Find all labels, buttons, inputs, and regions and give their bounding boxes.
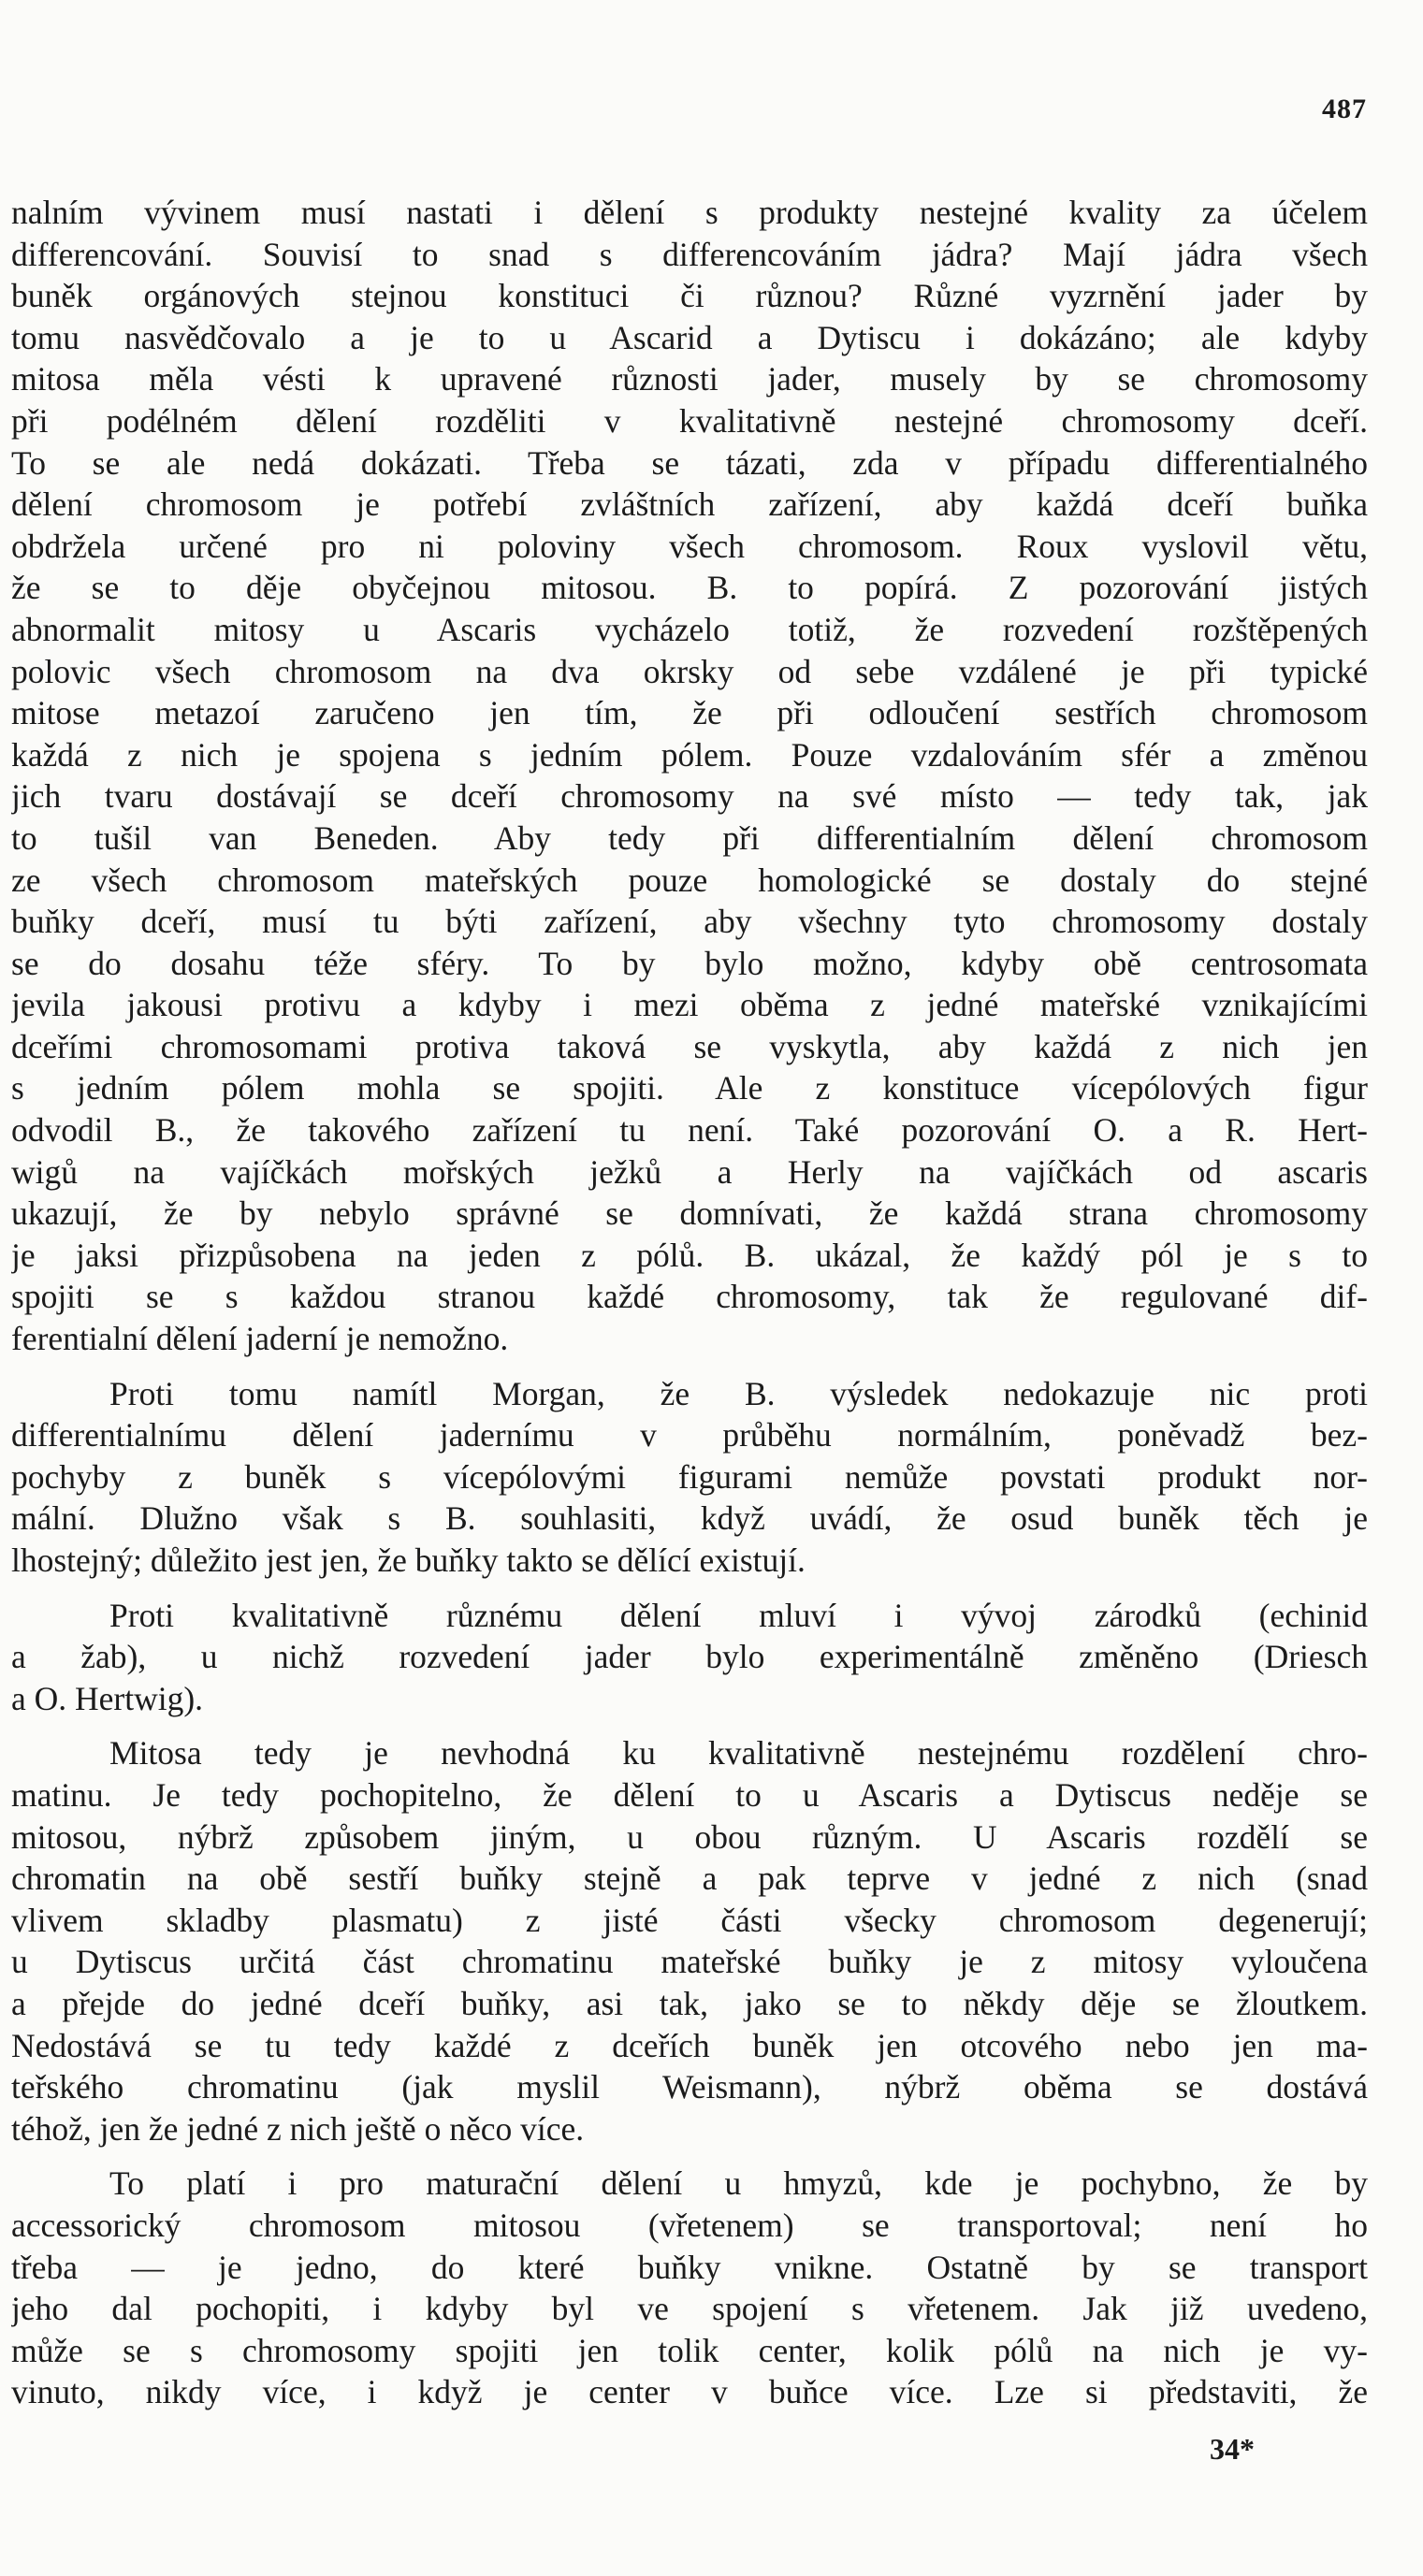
text-line: buňky dceří, musí tu býti zařízení, aby všechny tyto chromosomy dostaly <box>11 903 1368 941</box>
signature-mark: 34* <box>1210 2432 1255 2466</box>
text-line: differencování. Souvisí to snad s differencováním jádra? Mají jádra všech <box>11 235 1368 273</box>
text-line: obdržela určené pro ni poloviny všech chromosom. Roux vyslovil větu, <box>11 527 1368 565</box>
paragraph-4 <box>11 1732 1368 2149</box>
text-line: spojiti se s každou stranou každé chromosomy, tak že regulované dif- <box>11 1278 1368 1316</box>
body-text <box>11 192 1368 2426</box>
text-line: matinu. Je tedy pochopitelno, že dělení to u Ascaris a Dytiscus neděje se <box>11 1775 1368 1814</box>
text-line: mitosa měla vésti k upravené různosti jader, musely by se chromosomy <box>11 360 1368 398</box>
text-line: jeho dal pochopiti, i kdyby byl ve spojení s vřetenem. Jak již uvedeno, <box>11 2290 1368 2328</box>
text-line: lhostejný; důležito jest jen, že buňky takto se dělící existují. <box>11 1541 806 1579</box>
text-line: se do dosahu téže sféry. To by bylo možno, kdyby obě centrosomata <box>11 944 1368 982</box>
text-line: mální. Dlužno však s B. souhlasiti, když uvádí, že osud buněk těch je <box>11 1499 1368 1538</box>
page-number: 487 <box>1322 94 1367 124</box>
text-line: s jedním pólem mohla se spojiti. Ale z konstituce vícepólových figur <box>11 1069 1368 1107</box>
text-line: vlivem skladby plasmatu) z jisté části všecky chromosom degenerují; <box>11 1901 1368 1939</box>
text-line: jevila jakousi protivu a kdyby i mezi oběma z jedné mateřské vznikajícími <box>11 986 1368 1024</box>
text-line: je jaksi přizpůsobena na jeden z pólů. B. ukázal, že každý pól je s to <box>11 1236 1368 1274</box>
text-line: ze všech chromosom mateřských pouze homologické se dostaly do stejné <box>11 861 1368 899</box>
text-line: mitosou, nýbrž způsobem jiným, u obou různým. U Ascaris rozdělí se <box>11 1817 1368 1856</box>
text-line: tomu nasvědčovalo a je to u Ascarid a Dytiscu i dokázáno; ale kdyby <box>11 318 1368 356</box>
text-line: a přejde do jedné dceří buňky, asi tak, jako se to někdy děje se žloutkem. <box>11 1984 1368 2022</box>
paragraph-3 <box>11 1595 1368 1720</box>
text-line: polovic všech chromosom na dva okrsky od sebe vzdálené je při typické <box>11 652 1368 690</box>
text-line: že se to děje obyčejnou mitosou. B. to popírá. Z pozorování jistých <box>11 569 1368 607</box>
text-line: a žab), u nichž rozvedení jader bylo experimentálně změněno (Driesch <box>11 1638 1368 1676</box>
text-line: abnormalit mitosy u Ascaris vycházelo totiž, že rozvedení rozštěpených <box>11 610 1368 648</box>
text-line: téhož, jen že jedné z nich ještě o něco více. <box>11 2109 585 2148</box>
text-line: jich tvaru dostávají se dceří chromosomy na své místo — tedy tak, jak <box>11 777 1368 816</box>
text-line: Proti kvalitativně různému dělení mluví i vývoj zárodků (echinid <box>109 1596 1368 1634</box>
text-line: mitose metazoí zaručeno jen tím, že při odloučení sestřích chromosom <box>11 694 1368 732</box>
text-line: wigů na vajíčkách mořských ježků a Herly na vajíčkách od ascaris <box>11 1152 1368 1191</box>
text-line: při podélném dělení rozděliti v kvalitativně nestejné chromosomy dceří. <box>11 401 1368 440</box>
text-line: buněk orgánových stejnou konstituci či různou? Různé vyzrnění jader by <box>11 277 1368 315</box>
paragraph-5 <box>11 2163 1368 2413</box>
text-line: může se s chromosomy spojiti jen tolik center, kolik pólů na nich je vy- <box>11 2331 1368 2369</box>
text-line: odvodil B., že takového zařízení tu není. Také pozorování O. a R. Hert- <box>11 1111 1368 1150</box>
text-line: To se ale nedá dokázati. Třeba se tázati, zda v případu differentialného <box>11 443 1368 482</box>
text-line: ukazují, že by nebylo správné se domnívati, že každá strana chromosomy <box>11 1194 1368 1233</box>
text-line: Proti tomu namítl Morgan, že B. výsledek nedokazuje nic proti <box>109 1374 1368 1412</box>
text-line: accessorický chromosom mitosou (vřetenem) se transportoval; není ho <box>11 2206 1368 2244</box>
text-line: pochyby z buněk s vícepólovými figurami nemůže povstati produkt nor- <box>11 1457 1368 1496</box>
text-line: a O. Hertwig). <box>11 1679 204 1717</box>
text-line: chromatin na obě sestří buňky stejně a pak teprve v jedné z nich (snad <box>11 1860 1368 1898</box>
text-line: vinuto, nikdy více, i když je center v buňce více. Lze si představiti, že <box>11 2373 1368 2411</box>
text-line: to tušil van Beneden. Aby tedy při differentialním dělení chromosom <box>11 818 1368 857</box>
text-line: Nedostává se tu tedy každé z dceřích buněk jen otcového nebo jen ma- <box>11 2026 1368 2064</box>
text-line: teřského chromatinu (jak myslil Weismann), nýbrž oběma se dostává <box>11 2068 1368 2106</box>
text-line: každá z nich je spojena s jedním pólem. Pouze vzdalováním sfér a změnou <box>11 735 1368 774</box>
text-line: differentialnímu dělení jadernímu v průběhu normálním, poněvadž bez- <box>11 1416 1368 1454</box>
paragraph-2 <box>11 1373 1368 1582</box>
text-line: To platí i pro maturační dělení u hmyzů, kde je pochybno, že by <box>109 2164 1368 2203</box>
text-line: třeba — je jedno, do které buňky vnikne. Ostatně by se transport <box>11 2248 1368 2286</box>
text-line: dceřími chromosomami protiva taková se vyskytla, aby každá z nich jen <box>11 1027 1368 1065</box>
paragraph-1 <box>11 192 1368 1360</box>
text-line: Mitosa tedy je nevhodná ku kvalitativně nestejnému rozdělení chro- <box>109 1734 1368 1773</box>
text-line: ferentialní dělení jaderní je nemožno. <box>11 1320 509 1358</box>
text-line: u Dytiscus určitá část chromatinu mateřské buňky je z mitosy vyloučena <box>11 1943 1368 1981</box>
text-line: nalním vývinem musí nastati i dělení s produkty nestejné kvality za účelem <box>11 194 1368 231</box>
text-line: dělení chromosom je potřebí zvláštních zařízení, aby každá dceří buňka <box>11 485 1368 524</box>
